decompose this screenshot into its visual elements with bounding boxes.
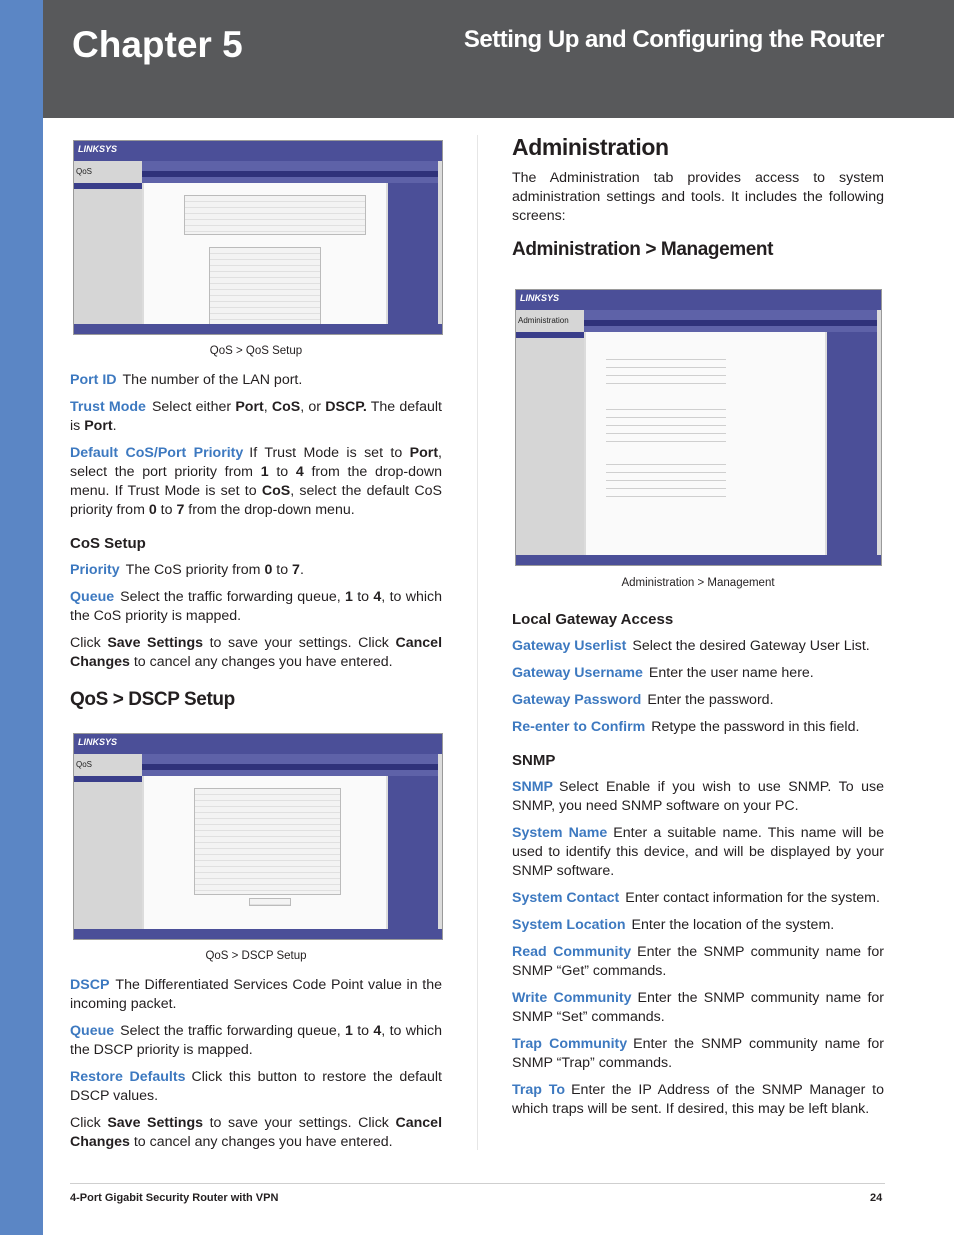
column-divider <box>477 135 478 1150</box>
term-port-id: Port ID <box>70 372 117 388</box>
term-trap-to: Trap To <box>512 1082 566 1098</box>
footer-rule <box>70 1183 885 1184</box>
chapter-title: Setting Up and Configuring the Router <box>463 26 884 53</box>
chapter-label: Chapter 5 <box>72 24 243 65</box>
section-label: QoS <box>76 760 93 769</box>
management-heading: Administration > Management <box>512 239 774 260</box>
snmp-heading: SNMP <box>512 752 556 769</box>
term-reenter-confirm: Re-enter to Confirm <box>512 719 646 735</box>
linksys-logo: LINKSYS <box>520 293 560 303</box>
term-queue: Queue <box>70 1023 115 1039</box>
term-restore-defaults: Restore Defaults <box>70 1069 186 1085</box>
term-dscp: DSCP <box>70 977 110 993</box>
term-system-name: System Name <box>512 825 608 841</box>
term-system-contact: System Contact <box>512 890 620 906</box>
side-color-bar <box>0 0 43 1235</box>
admin-management-screenshot <box>515 289 882 566</box>
footer-product: 4-Port Gigabit Security Router with VPN <box>70 1192 279 1204</box>
term-default-cos: Default CoS/Port Priority <box>70 445 244 461</box>
term-snmp: SNMP <box>512 779 553 795</box>
left-column-bottom: DSCP The Differentiated Services Code Point value in the incoming packet. Queue Select the traffic forwarding queue, 1 to 4, to which the DSCP priority is mapped. Restore Defaults Click this button to restore the default DSCP values. Click Save Settings to save your settings. Click Cancel Changes to cancel any changes you have entered. <box>70 977 443 1150</box>
right-column-bottom: Local Gateway Access Gateway Userlist Select the desired Gateway User List. Gateway Username Enter the user name here. Gateway Password Enter the password. Re-enter to Confirm Retype the password in this field. SNMP SNMP Select Enable if you wish to use SNMP. To use SNMP, you need SNMP software on your PC. System Name Enter a suitable name. This name will be used to identify this device, and will be displayed by your SNMP software. System Contact Enter contact information for the system. System Location Enter the location of the system. Read Community Enter the SNMP community name for SNMP “Get” commands. Write Community Enter the SNMP community name for SNMP “Set” commands. Trap Community Enter the SNMP community name for SNMP “Trap” commands. Trap To Enter the IP Address of the SNMP Manager to which traps will be sent. If desired, this may be left blank. <box>512 611 885 1117</box>
term-gateway-username: Gateway Username <box>512 665 643 681</box>
term-system-location: System Location <box>512 917 626 933</box>
term-write-community: Write Community <box>512 990 632 1006</box>
dscp-setup-screenshot <box>73 733 443 940</box>
term-trust-mode: Trust Mode <box>70 399 146 415</box>
figure-caption: QoS > QoS Setup <box>209 345 303 357</box>
left-column-top: Port ID The number of the LAN port. Trust Mode Select either Port, CoS, or DSCP. The default is Port. Default CoS/Port Priority If Trust Mode is set to Port, select the port priority from 1 to 4 from the drop-down menu. If Trust Mode is set to CoS, select the default CoS priority from 0 to 7 from the drop-down menu. CoS Setup Priority The CoS priority from 0 to 7. Queue Select the traffic forwarding queue, 1 to 4, to which the CoS priority is mapped. Click Save Settings to save your settings. Click Cancel Changes to cancel any changes you have entered. QoS > DSCP Setup <box>70 372 443 710</box>
linksys-logo: LINKSYS <box>78 144 118 154</box>
term-read-community: Read Community <box>512 944 632 960</box>
figure-caption: Administration > Management <box>621 577 775 589</box>
page-number: 24 <box>870 1192 883 1204</box>
right-column-top <box>512 134 884 269</box>
qos-setup-screenshot <box>73 140 443 335</box>
term-priority: Priority <box>70 562 120 578</box>
admin-intro: The Administration tab provides access to system administration settings and tools. It includes the following screens: <box>512 170 884 224</box>
term-gateway-userlist: Gateway Userlist <box>512 638 627 654</box>
dscp-setup-heading: QoS > DSCP Setup <box>70 689 235 710</box>
linksys-logo: LINKSYS <box>78 737 118 747</box>
figure-caption: QoS > DSCP Setup <box>205 950 307 962</box>
local-gateway-heading: Local Gateway Access <box>512 611 674 628</box>
section-label: QoS <box>76 167 93 176</box>
section-label: Administration <box>518 316 569 325</box>
term-gateway-password: Gateway Password <box>512 692 642 708</box>
term-queue: Queue <box>70 589 115 605</box>
cos-setup-heading: CoS Setup <box>70 535 146 552</box>
administration-heading: Administration <box>512 134 669 160</box>
term-trap-community: Trap Community <box>512 1036 628 1052</box>
